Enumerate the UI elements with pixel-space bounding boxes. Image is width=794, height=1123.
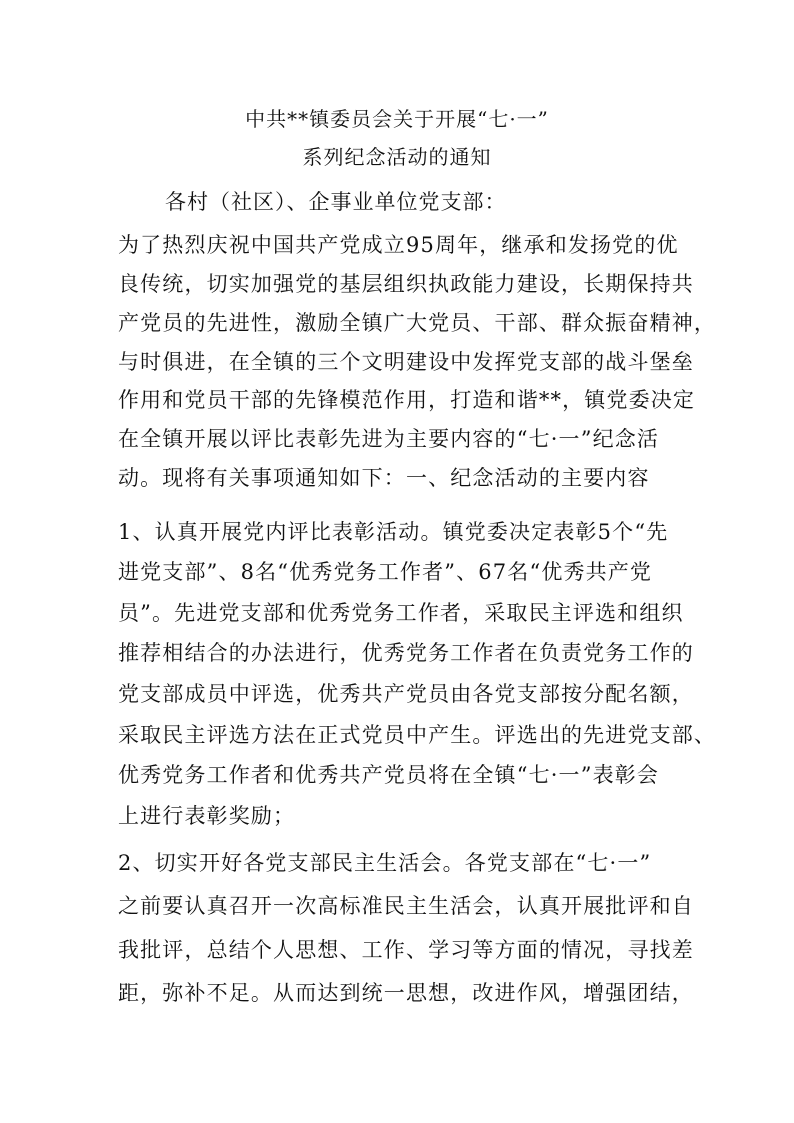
body-line: 与时俱进，在全镇的三个文明建设中发挥党支部的战斗堡垒 (118, 350, 694, 374)
body-line: 为了热烈庆祝中国共产党成立95周年，继承和发扬党的优 (118, 233, 679, 257)
body-line: 我批评，总结个人思想、工作、学习等方面的情况，寻找差 (118, 938, 694, 962)
body-line: 进党支部”、8名“优秀党务工作者”、67名“优秀共产党 (118, 560, 653, 584)
body-line: 作用和党员干部的先锋模范作用，打造和谐**，镇党委决定 (118, 388, 696, 412)
document-title-line-2: 系列纪念活动的通知 (302, 145, 492, 169)
body-line: 2、切实开好各党支部民主生活会。各党支部在“七·一” (118, 851, 652, 875)
body-line: 推荐相结合的办法进行，优秀党务工作者在负责党务工作的 (118, 641, 694, 665)
body-line: 党支部成员中评选，优秀共产党员由各党支部按分配名额， (118, 682, 694, 706)
body-line: 之前要认真召开一次高标准民主生活会，认真开展批评和自 (118, 894, 694, 918)
body-line: 上进行表彰奖励； (118, 804, 296, 828)
salutation: 各村（社区）、企事业单位党支部： (165, 190, 507, 214)
body-line: 良传统，切实加强党的基层组织执政能力建设，长期保持共 (118, 272, 694, 296)
body-line: 距，弥补不足。从而达到统一思想，改进作风，增强团结， (118, 981, 694, 1005)
body-line: 员”。先进党支部和优秀党务工作者，采取民主评选和组织 (118, 601, 684, 625)
body-line: 优秀党务工作者和优秀共产党员将在全镇“七·一”表彰会 (118, 763, 660, 787)
body-line: 动。现将有关事项通知如下：一、纪念活动的主要内容 (118, 466, 650, 490)
body-line: 采取民主评选方法在正式党员中产生。评选出的先进党支部、 (118, 723, 717, 747)
body-line: 产党员的先进性，激励全镇广大党员、干部、群众振奋精神， (118, 311, 717, 335)
document-title-line-1: 中共**镇委员会关于开展“七·一” (245, 107, 549, 131)
body-line: 1、认真开展党内评比表彰活动。镇党委决定表彰5个“先 (118, 520, 669, 544)
body-line: 在全镇开展以评比表彰先进为主要内容的“七·一”纪念活 (118, 427, 660, 451)
